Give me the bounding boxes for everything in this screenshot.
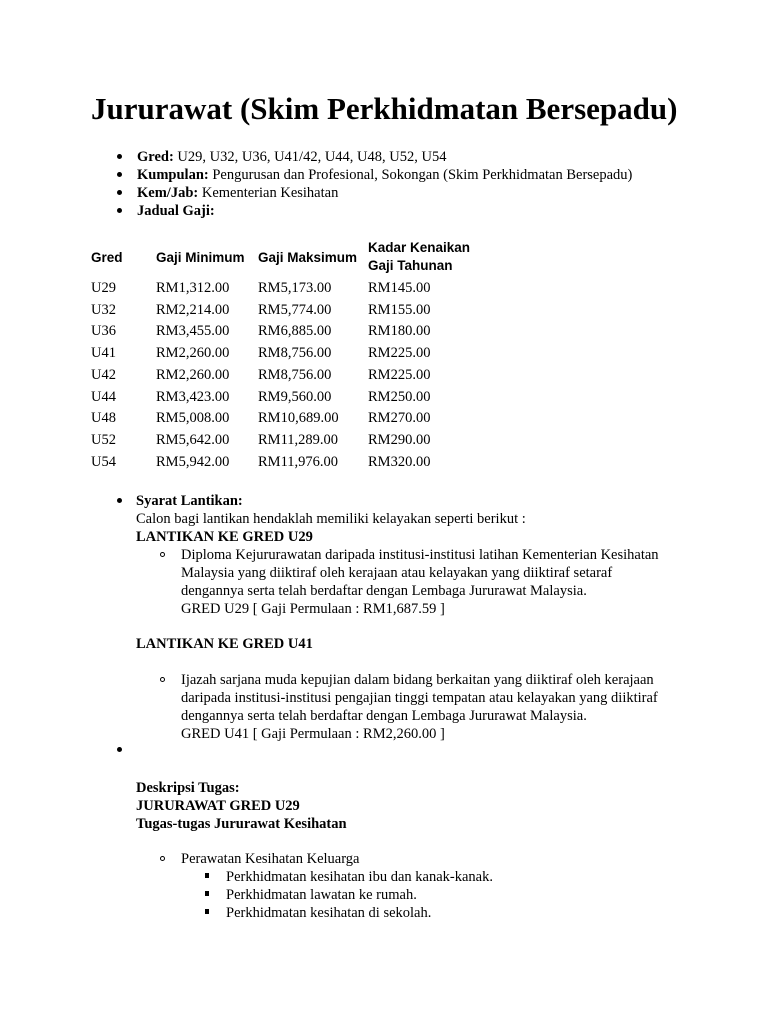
cell-gaji-maksimum: RM5,774.00 bbox=[258, 302, 332, 318]
cell-gaji-maksimum: RM9,560.00 bbox=[258, 389, 332, 405]
cell-gaji-minimum: RM2,260.00 bbox=[156, 345, 230, 361]
cell-kadar-kenaikan: RM250.00 bbox=[368, 389, 431, 405]
cell-gaji-maksimum: RM6,885.00 bbox=[258, 323, 332, 339]
table-header-gaji-tahunan: Gaji Tahunan bbox=[368, 258, 453, 273]
u41-requirement-line: dengannya serta telah berdaftar dengan Lembaga Jururawat Malaysia. bbox=[181, 708, 587, 724]
circle-bullet-icon bbox=[160, 552, 165, 557]
cell-gaji-minimum: RM3,423.00 bbox=[156, 389, 230, 405]
cell-gred: U42 bbox=[91, 367, 116, 383]
cell-kadar-kenaikan: RM290.00 bbox=[368, 432, 431, 448]
deskripsi-section: Perawatan Kesihatan Keluarga bbox=[181, 851, 360, 867]
task-item: Perkhidmatan kesihatan di sekolah. bbox=[226, 905, 432, 921]
u41-starting-salary: GRED U41 [ Gaji Permulaan : RM2,260.00 ] bbox=[181, 726, 445, 742]
u29-requirement-line: Diploma Kejururawatan daripada institusi-institusi latihan Kementerian Kesihatan bbox=[181, 547, 659, 563]
square-bullet-icon bbox=[205, 873, 209, 878]
info-gred: Gred: U29, U32, U36, U41/42, U44, U48, U52, U54 bbox=[137, 149, 447, 165]
cell-gaji-maksimum: RM11,289.00 bbox=[258, 432, 339, 448]
table-header-kadar-kenaikan: Kadar Kenaikan bbox=[368, 240, 471, 255]
cell-kadar-kenaikan: RM270.00 bbox=[368, 410, 431, 426]
info-kumpulan: Kumpulan: Pengurusan dan Profesional, Sokongan (Skim Perkhidmatan Bersepadu) bbox=[137, 167, 633, 183]
u29-starting-salary: GRED U29 [ Gaji Permulaan : RM1,687.59 ] bbox=[181, 601, 445, 617]
cell-gred: U54 bbox=[91, 454, 116, 470]
info-jadual-gaji: Jadual Gaji: bbox=[137, 203, 215, 219]
bullet-icon bbox=[117, 747, 122, 752]
cell-kadar-kenaikan: RM145.00 bbox=[368, 280, 431, 296]
task-item: Perkhidmatan kesihatan ibu dan kanak-kanak. bbox=[226, 869, 493, 885]
cell-gaji-minimum: RM5,008.00 bbox=[156, 410, 230, 426]
deskripsi-grade: JURURAWAT GRED U29 bbox=[136, 798, 300, 814]
cell-gaji-minimum: RM2,260.00 bbox=[156, 367, 230, 383]
cell-gaji-maksimum: RM8,756.00 bbox=[258, 345, 332, 361]
cell-gaji-minimum: RM1,312.00 bbox=[156, 280, 230, 296]
info-kemjab: Kem/Jab: Kementerian Kesihatan bbox=[137, 185, 339, 201]
square-bullet-icon bbox=[205, 891, 209, 896]
u29-requirement-line: dengannya serta telah berdaftar dengan Lembaga Jururawat Malaysia. bbox=[181, 583, 587, 599]
u41-heading: LANTIKAN KE GRED U41 bbox=[136, 636, 313, 652]
cell-gred: U29 bbox=[91, 280, 116, 296]
cell-gaji-maksimum: RM5,173.00 bbox=[258, 280, 332, 296]
cell-kadar-kenaikan: RM225.00 bbox=[368, 367, 431, 383]
circle-bullet-icon bbox=[160, 856, 165, 861]
cell-gred: U41 bbox=[91, 345, 116, 361]
deskripsi-subtitle: Tugas-tugas Jururawat Kesihatan bbox=[136, 816, 347, 832]
bullet-icon bbox=[117, 154, 122, 159]
cell-gred: U36 bbox=[91, 323, 116, 339]
deskripsi-label: Deskripsi Tugas: bbox=[136, 780, 240, 796]
cell-gred: U32 bbox=[91, 302, 116, 318]
u29-requirement-line: Malaysia yang diiktiraf oleh kerajaan atau kelayakan yang diiktiraf setaraf bbox=[181, 565, 613, 581]
u41-requirement-line: Ijazah sarjana muda kepujian dalam bidang berkaitan yang diiktiraf oleh kerajaan bbox=[181, 672, 654, 688]
cell-kadar-kenaikan: RM180.00 bbox=[368, 323, 431, 339]
task-item: Perkhidmatan lawatan ke rumah. bbox=[226, 887, 417, 903]
u41-requirement-line: daripada institusi-institusi pengajian tinggi tempatan atau kelayakan yang diiktiraf bbox=[181, 690, 658, 706]
table-header-gaji-maksimum: Gaji Maksimum bbox=[258, 250, 358, 265]
cell-gred: U44 bbox=[91, 389, 116, 405]
cell-kadar-kenaikan: RM225.00 bbox=[368, 345, 431, 361]
cell-gaji-minimum: RM2,214.00 bbox=[156, 302, 230, 318]
cell-kadar-kenaikan: RM155.00 bbox=[368, 302, 431, 318]
cell-gaji-maksimum: RM8,756.00 bbox=[258, 367, 332, 383]
page-title: Jururawat (Skim Perkhidmatan Bersepadu) bbox=[91, 91, 678, 126]
bullet-icon bbox=[117, 172, 122, 177]
cell-gaji-minimum: RM3,455.00 bbox=[156, 323, 230, 339]
cell-kadar-kenaikan: RM320.00 bbox=[368, 454, 431, 470]
square-bullet-icon bbox=[205, 909, 209, 914]
circle-bullet-icon bbox=[160, 677, 165, 682]
syarat-intro: Calon bagi lantikan hendaklah memiliki kelayakan seperti berikut : bbox=[136, 511, 526, 527]
bullet-icon bbox=[117, 498, 122, 503]
cell-gaji-minimum: RM5,642.00 bbox=[156, 432, 230, 448]
cell-gaji-maksimum: RM10,689.00 bbox=[258, 410, 339, 426]
syarat-label: Syarat Lantikan: bbox=[136, 493, 243, 509]
table-header-gaji-minimum: Gaji Minimum bbox=[156, 250, 245, 265]
bullet-icon bbox=[117, 208, 122, 213]
u29-heading: LANTIKAN KE GRED U29 bbox=[136, 529, 313, 545]
cell-gaji-maksimum: RM11,976.00 bbox=[258, 454, 339, 470]
cell-gred: U48 bbox=[91, 410, 116, 426]
cell-gaji-minimum: RM5,942.00 bbox=[156, 454, 230, 470]
cell-gred: U52 bbox=[91, 432, 116, 448]
bullet-icon bbox=[117, 190, 122, 195]
table-header-gred: Gred bbox=[91, 250, 123, 265]
